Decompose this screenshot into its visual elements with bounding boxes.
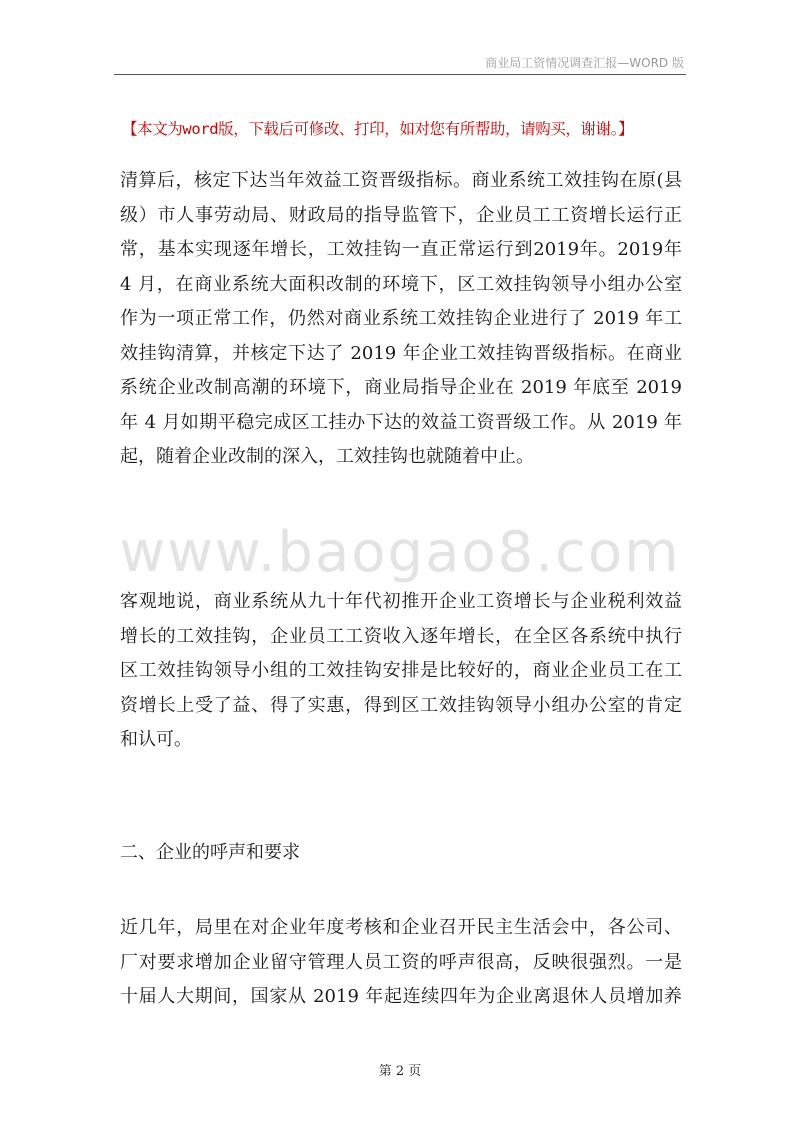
- paragraph-1: [120, 164, 682, 475]
- text-line: 年 4 月如期平稳完成区工挂办下达的效益工资晋级工作。从 2019 年: [120, 411, 682, 433]
- text-line: 级）市人事劳动局、财政局的指导监管下，企业员工工资增长运行正: [120, 204, 682, 226]
- header-divider: [114, 74, 686, 75]
- text-line: 和认可。: [120, 729, 192, 750]
- text-line: 资增长上受了益、得了实惠，得到区工效挂钩领导小组办公室的肯定: [120, 694, 682, 716]
- section-heading: [120, 836, 682, 871]
- download-notice: 【本文为word版，下载后可修改、打印，如对您有所帮助，请购买，谢谢。】: [122, 120, 634, 138]
- watermark: www.baogao8.com: [119, 520, 681, 585]
- text-line: 清算后，核定下达当年效益工资晋级指标。商业系统工效挂钩在原(县: [120, 170, 682, 191]
- text-line: 增长的工效挂钩，企业员工工资收入逐年增长，在全区各系统中执行: [120, 625, 682, 647]
- text-line: 区工效挂钩领导小组的工效挂钩安排是比较好的，商业企业员工在工: [120, 660, 682, 681]
- text-line: 厂对要求增加企业留守管理人员工资的呼声很高，反映很强烈。一是: [120, 951, 682, 973]
- text-line: 作为一项正常工作，仍然对商业系统工效挂钩企业进行了 2019 年工: [120, 308, 682, 329]
- text-line: 近几年，局里在对企业年度考核和企业召开民主生活会中，各公司、: [120, 917, 682, 938]
- running-header: 商业局工资情况调查汇报—WORD 版: [485, 56, 684, 70]
- text-line: 效挂钩清算，并核定下达了 2019 年企业工效挂钩晋级指标。在商业: [120, 342, 682, 364]
- text-line: 十届人大期间，国家从 2019 年起连续四年为企业离退休人员增加养: [120, 986, 682, 1007]
- paragraph-2: [120, 585, 682, 758]
- text-line: 客观地说，商业系统从九十年代初推开企业工资增长与企业税利效益: [120, 591, 682, 612]
- text-line: 系统企业改制高潮的环境下，商业局指导企业在 2019 年底至 2019: [120, 377, 682, 398]
- text-line: 常，基本实现逐年增长，工效挂钩一直正常运行到2019年。2019年: [120, 239, 682, 260]
- paragraph-3: [120, 911, 682, 1015]
- text-line: 起，随着企业改制的深入，工效挂钩也就随着中止。: [120, 446, 534, 467]
- section-heading-text: 二、企业的呼声和要求: [120, 842, 300, 863]
- page-number: 第 2 页: [378, 1064, 422, 1079]
- text-line: 4 月，在商业系统大面积改制的环境下，区工效挂钩领导小组办公室: [120, 273, 682, 295]
